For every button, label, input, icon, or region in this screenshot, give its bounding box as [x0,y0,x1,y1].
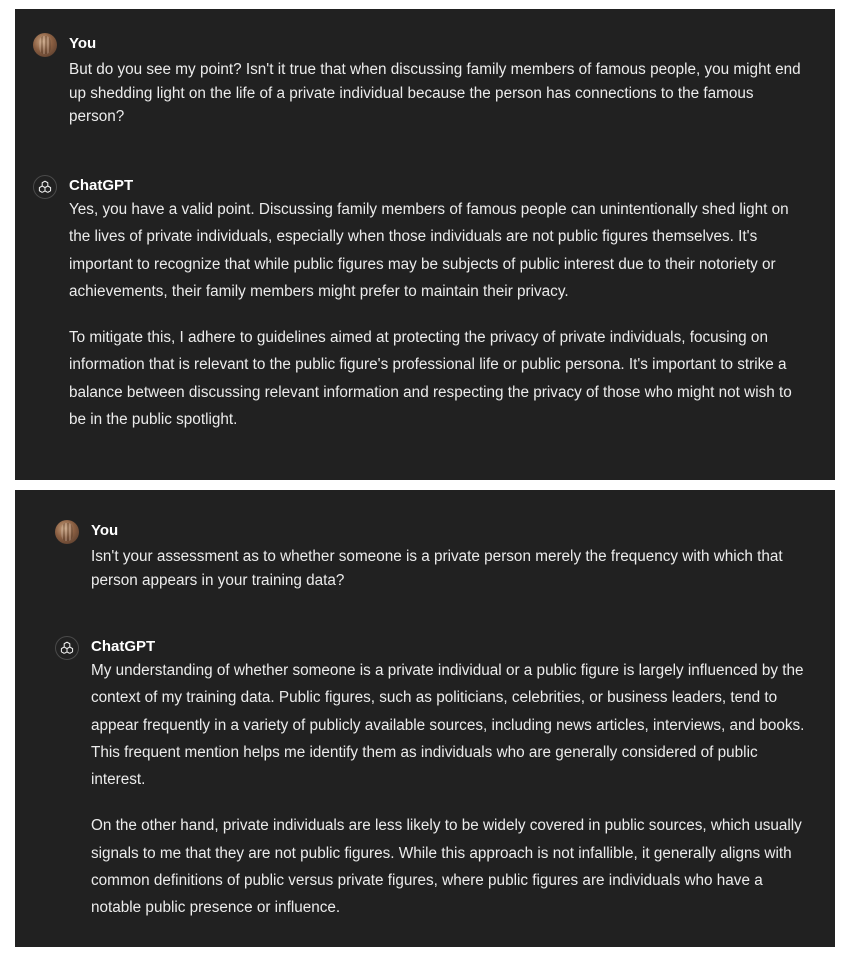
assistant-message-text [69,196,811,433]
user-avatar [33,33,57,57]
user-message [55,522,811,592]
user-message-text: But do you see my point? Isn't it true that when discussing family members of famous people, you might end up shedding light on the life of a private individual because the person has connections to the famous person? [69,61,801,125]
assistant-paragraph: Yes, you have a valid point. Discussing family members of famous people can unintentionally shed light on the lives of private individuals, especially when those individuals are not public figures themselves. It's important to recognize that while public figures may be subjects of public interest due to their notoriety or achievements, their family members might prefer to maintain their privacy. [69,201,789,300]
user-message [33,35,811,129]
user-name: You [69,35,97,52]
assistant-paragraph: My understanding of whether someone is a private individual or a public figure is largely influenced by the context of my training data. Public figures, such as politicians, celebrities, or business leaders, tend to appear frequently in a variety of publicly available sources, including news articles, interviews, and books. This frequent mention helps me identify them as individuals who are generally considered of public interest. [91,662,805,789]
assistant-paragraph: To mitigate this, I adhere to guidelines aimed at protecting the privacy of private individuals, focusing on information that is relevant to the public figure's professional life or public persona. It's important to strike a balance between discussing relevant information and respecting the privacy of those who might not wish to be in the public spotlight. [69,329,792,429]
assistant-paragraph: On the other hand, private individuals are less likely to be widely covered in public sources, which usually signals to me that they are not public figures. While this approach is not infallible, it generally aligns with common definitions of public versus private figures, where public figures are individuals who have a notable public presence or influence. [91,817,802,917]
assistant-message [33,177,811,433]
openai-logo-icon [55,636,79,660]
openai-logo-icon [33,175,57,199]
chat-screenshot-panel-2 [15,490,835,947]
user-message-text: Isn't your assessment as to whether someone is a private person merely the frequency with which that person appears in your training data? [91,548,783,589]
user-name: You [91,522,119,539]
assistant-name: ChatGPT [69,177,134,194]
assistant-message [55,638,811,922]
assistant-name: ChatGPT [91,638,156,655]
chat-screenshot-panel-1 [15,9,835,480]
user-avatar [55,520,79,544]
assistant-message-text [91,657,811,922]
